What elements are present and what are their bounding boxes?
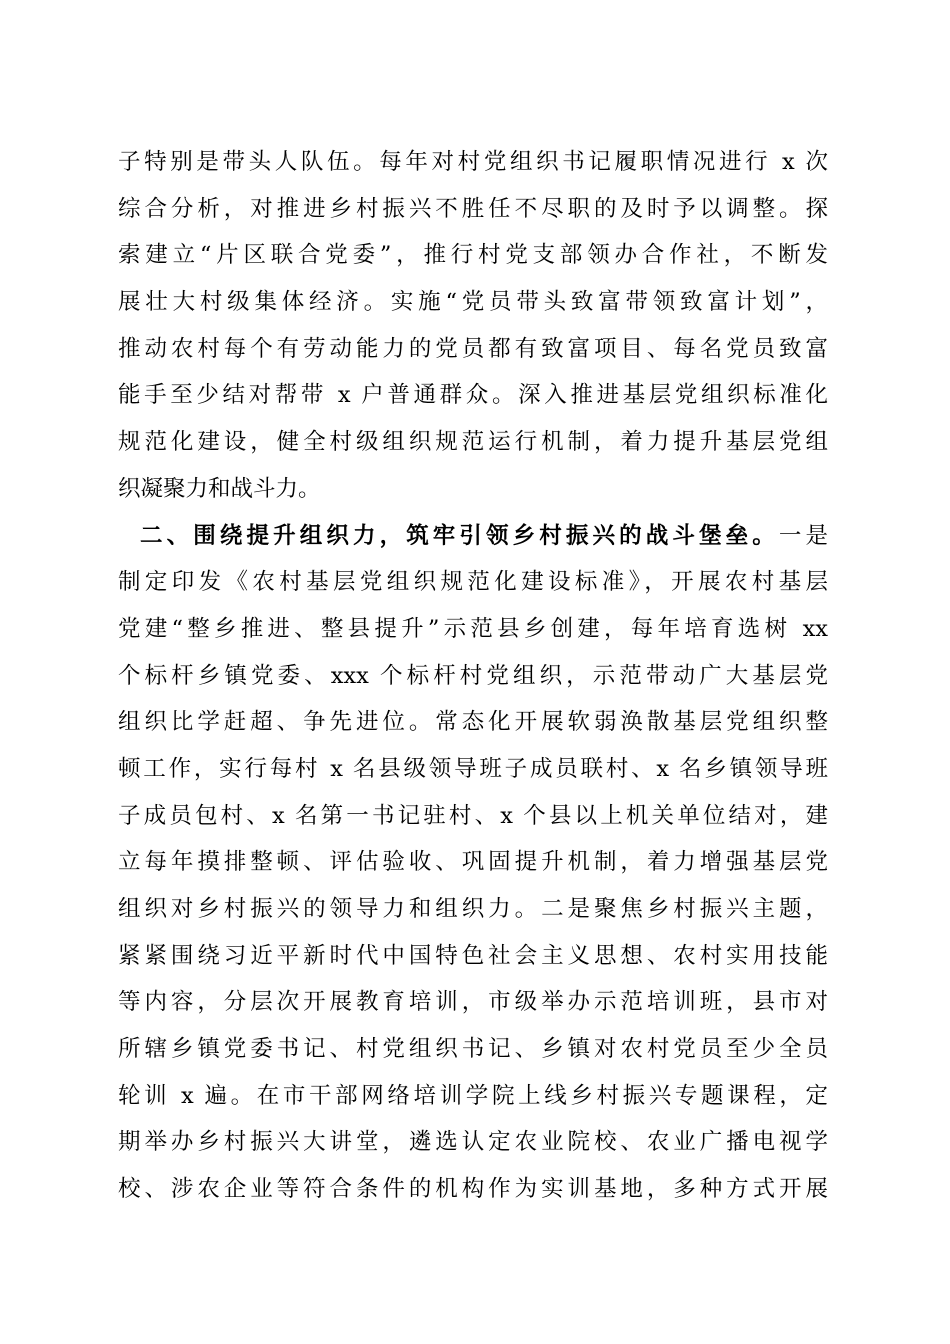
text-line: 期举办乡村振兴大讲堂，遴选认定农业院校、农业广播电视学 xyxy=(118,1129,828,1156)
paragraph-village-leaders xyxy=(118,139,828,513)
text-line: 轮训 x 遍。在市干部网络培训学院上线乡村振兴专题课程，定 xyxy=(118,1082,828,1109)
text-line: 组织对乡村振兴的领导力和组织力。二是聚焦乡村振兴主题， xyxy=(118,896,828,922)
text-line: 所辖乡镇党委书记、村党组织书记、乡镇对农村党员至少全员 xyxy=(118,1036,828,1063)
text-line: 子成员包村、x 名第一书记驻村、x 个县以上机关单位结对，建 xyxy=(118,802,828,829)
text-line: 子特别是带头人队伍。每年对村党组织书记履职情况进行 x 次 xyxy=(118,149,828,175)
text-line: 展壮大村级集体经济。实施“党员带头致富带领致富计划”， xyxy=(118,289,828,316)
text-line: 顿工作，实行每村 x 名县级领导班子成员联村、x 名乡镇领导班 xyxy=(118,755,828,782)
text-line: 综合分析，对推进乡村振兴不胜任不尽职的及时予以调整。探 xyxy=(118,195,828,222)
text-line: 组织比学赶超、争先进位。常态化开展软弱涣散基层党组织整 xyxy=(118,709,828,736)
text-line: 制定印发《农村基层党组织规范化建设标准》，开展农村基层 xyxy=(118,569,828,596)
text-line: 紧紧围绕习近平新时代中国特色社会主义思想、农村实用技能 xyxy=(118,942,828,969)
text-line: 规范化建设，健全村级组织规范运行机制，着力提升基层党组 xyxy=(118,429,828,456)
text-line: 推动农村每个有劳动能力的党员都有致富项目、每名党员致富 xyxy=(118,335,828,362)
text-line: 索建立“片区联合党委”，推行村党支部领办合作社，不断发 xyxy=(118,242,828,269)
text-line: 校、涉农企业等符合条件的机构作为实训基地，多种方式开展 xyxy=(118,1176,828,1203)
text-line: 立每年摸排整顿、评估验收、巩固提升机制，着力增强基层党 xyxy=(118,849,828,876)
text-line: 能手至少结对帮带 x 户普通群众。深入推进基层党组织标准化 xyxy=(118,382,828,409)
document-body xyxy=(118,139,828,1213)
text-line: 织凝聚力和战斗力。 xyxy=(118,475,321,502)
text-line: 党建“整乡推进、整县提升”示范县乡创建，每年培育选树 xx xyxy=(118,615,828,642)
text-run: 一是 xyxy=(778,522,828,549)
section-heading: 二、围绕提升组织力，筑牢引领乡村振兴的战斗堡垒。 xyxy=(140,522,779,549)
text-line: 个标杆乡镇党委、xxx 个标杆村党组织，示范带动广大基层党 xyxy=(118,662,828,689)
text-line: 等内容，分层次开展教育培训，市级举办示范培训班，县市对 xyxy=(118,989,828,1016)
paragraph-first-line xyxy=(118,513,828,560)
paragraph-organizational-strength xyxy=(118,513,828,1213)
